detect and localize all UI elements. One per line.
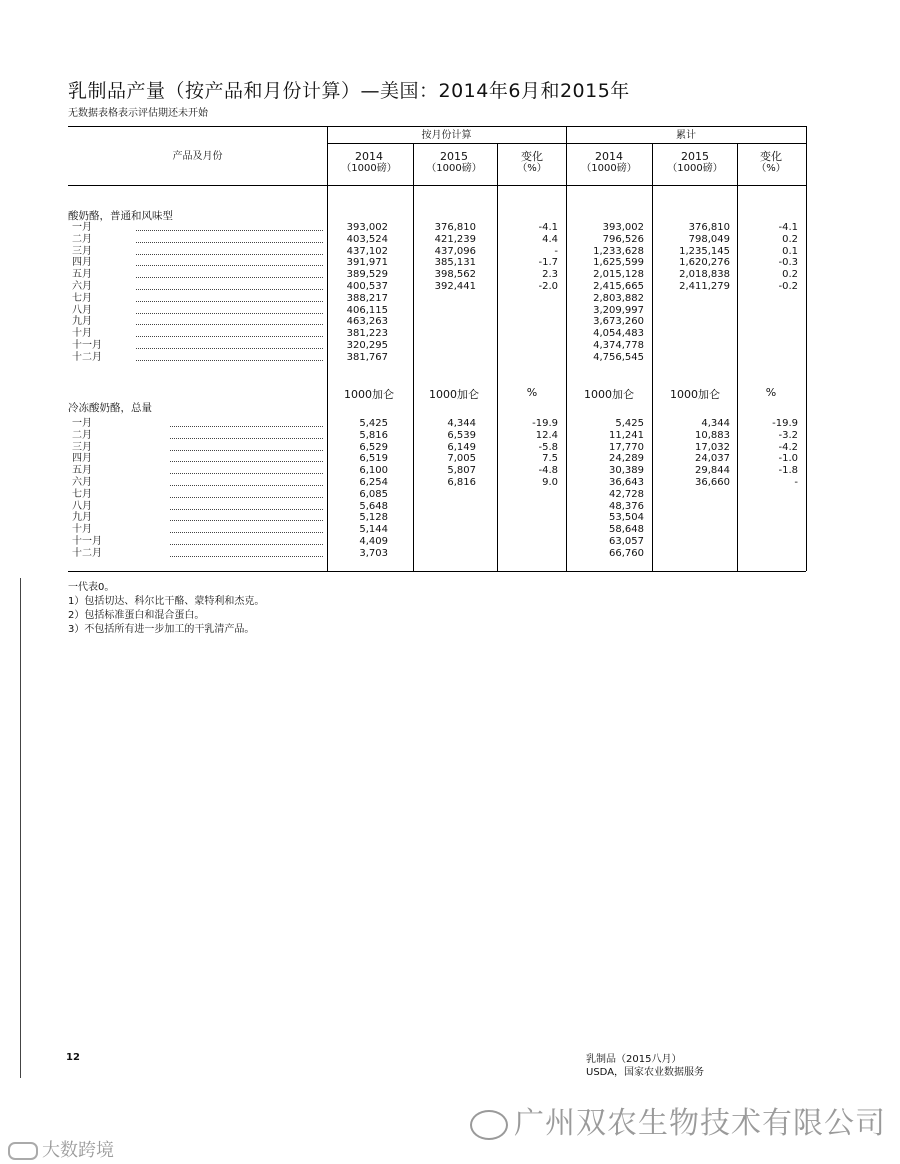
table-column-rule [652, 143, 653, 571]
leader-dots [170, 532, 323, 533]
table-cell: -1.7 [538, 257, 558, 269]
row-month-label: 十一月 [72, 536, 102, 547]
table-cell: 4,344 [701, 418, 730, 429]
table-column-rule [413, 143, 414, 571]
table-cell: 4,756,545 [593, 351, 644, 363]
table-cell: 12.4 [535, 429, 558, 441]
table-cell: 17,032 [695, 441, 730, 453]
column-header-line1: 变化 [760, 150, 782, 163]
table-cell: 5,144 [359, 524, 388, 536]
table-cell: 6,539 [447, 429, 476, 441]
table-cell: 437,102 [346, 245, 388, 257]
table-cell: 385,131 [434, 257, 476, 269]
row-month-label: 七月 [72, 488, 92, 500]
row-month-label: 一月 [72, 222, 92, 233]
wechat-icon [470, 1110, 508, 1140]
row-month-label: 十一月 [72, 340, 102, 351]
leader-dots [170, 485, 323, 486]
table-cell: 5,128 [359, 512, 388, 524]
table-cell: 463,263 [346, 316, 388, 328]
table-cell: -4.1 [778, 222, 798, 233]
table-cell: 393,002 [602, 222, 644, 233]
leader-dots [136, 313, 323, 314]
table-cell: 5,816 [359, 429, 388, 441]
column-header-line1: 2014 [595, 150, 623, 163]
table-cell: 30,389 [609, 465, 644, 477]
table-cell: - [554, 245, 558, 257]
table-cell: -4.2 [778, 441, 798, 453]
table-cell: 6,149 [447, 441, 476, 453]
row-month-label: 六月 [72, 281, 92, 292]
row-label-header: 产品及月份 [172, 151, 223, 162]
table-cell: - [794, 477, 798, 488]
table-cell: 6,519 [359, 453, 388, 465]
table-cell: 4,374,778 [593, 340, 644, 351]
row-month-label: 三月 [72, 245, 92, 257]
table-cell: 10,883 [695, 429, 730, 441]
row-month-label: 八月 [72, 304, 92, 316]
table-cell: -4.1 [538, 222, 558, 233]
leader-dots [136, 289, 323, 290]
table-cell: 796,526 [602, 233, 644, 245]
table-rule-top [68, 126, 806, 127]
table-cell: 58,648 [609, 524, 644, 536]
row-month-label: 四月 [72, 257, 92, 269]
row-month-label: 一月 [72, 418, 92, 429]
row-month-label: 八月 [72, 500, 92, 512]
section-title: 冷冻酸奶酪，总量 [68, 402, 152, 414]
leader-dots [170, 520, 323, 521]
column-header-line1: 变化 [521, 150, 543, 163]
leader-dots [136, 348, 323, 349]
table-cell: 388,217 [346, 292, 388, 304]
margin-rule [20, 578, 21, 1078]
table-cell: 1,233,628 [593, 245, 644, 257]
row-month-label: 二月 [72, 233, 92, 245]
table-cell: 7,005 [447, 453, 476, 465]
table-cell: 393,002 [346, 222, 388, 233]
table-cell: 53,504 [609, 512, 644, 524]
column-header-line1: 2015 [681, 150, 709, 163]
table-cell: 0.1 [782, 245, 798, 257]
table-cell: 11,241 [609, 429, 644, 441]
table-cell: 6,529 [359, 441, 388, 453]
row-month-label: 三月 [72, 441, 92, 453]
row-month-label: 十二月 [72, 547, 102, 559]
table-cell: 0.2 [782, 269, 798, 281]
column-header-line2: （%） [756, 163, 786, 174]
table-cell: 376,810 [434, 222, 476, 233]
leader-dots [136, 277, 323, 278]
unit-label: 1000加仑 [584, 388, 634, 401]
leader-dots [136, 265, 323, 266]
table-cell: 3,673,260 [593, 316, 644, 328]
footnote: 2）包括标准蛋白和混合蛋白。 [68, 610, 205, 621]
table-cell: 17,770 [609, 441, 644, 453]
table-cell: 5,648 [359, 500, 388, 512]
table-cell: 1,620,276 [679, 257, 730, 269]
table-cell: 437,096 [434, 245, 476, 257]
table-cell: 63,057 [609, 536, 644, 547]
table-cell: 2,415,665 [593, 281, 644, 292]
table-cell: 9.0 [542, 477, 558, 488]
leader-dots [136, 324, 323, 325]
group-header-cumulative: 累计 [676, 130, 696, 141]
footnote: 一代表0。 [68, 582, 115, 593]
table-cell: 36,660 [695, 477, 730, 488]
leader-dots [136, 301, 323, 302]
table-cell: 24,289 [609, 453, 644, 465]
table-rule-bottom [68, 571, 806, 572]
table-cell: 798,049 [688, 233, 730, 245]
table-cell: -5.8 [538, 441, 558, 453]
row-month-label: 十二月 [72, 351, 102, 363]
table-cell: 4,054,483 [593, 328, 644, 340]
column-header-line2: （1000磅） [667, 163, 723, 174]
watermark-brand: 大数跨境 [8, 1136, 114, 1162]
table-cell: 4.4 [542, 233, 558, 245]
footnote: 3）不包括所有进一步加工的干乳清产品。 [68, 624, 255, 635]
table-cell: 381,767 [346, 351, 388, 363]
leader-dots [170, 509, 323, 510]
table-cell: 29,844 [695, 465, 730, 477]
row-month-label: 十月 [72, 524, 92, 536]
leader-dots [170, 473, 323, 474]
column-header-line1: 2014 [355, 150, 383, 163]
row-month-label: 十月 [72, 328, 92, 340]
table-cell: 0.2 [782, 233, 798, 245]
table-cell: 48,376 [609, 500, 644, 512]
table-cell: 4,344 [447, 418, 476, 429]
table-column-rule [497, 143, 498, 571]
table-cell: -19.9 [772, 418, 798, 429]
table-cell: -1.0 [778, 453, 798, 465]
table-cell: 1,625,599 [593, 257, 644, 269]
leader-dots [170, 438, 323, 439]
leader-dots [170, 497, 323, 498]
unit-label: 1000加仑 [344, 388, 394, 401]
table-cell: 400,537 [346, 281, 388, 292]
section-title: 酸奶酪，普通和风味型 [68, 210, 173, 222]
column-header-line1: 2015 [440, 150, 468, 163]
table-cell: 391,971 [346, 257, 388, 269]
row-month-label: 九月 [72, 512, 92, 524]
row-month-label: 九月 [72, 316, 92, 328]
table-cell: 320,295 [346, 340, 388, 351]
row-month-label: 二月 [72, 429, 92, 441]
table-cell: -19.9 [532, 418, 558, 429]
footer-publisher: USDA，国家农业数据服务 [586, 1067, 705, 1078]
row-month-label: 四月 [72, 453, 92, 465]
table-cell: 66,760 [609, 547, 644, 559]
table-cell: 2,018,838 [679, 269, 730, 281]
unit-label: % [526, 386, 538, 399]
table-cell: 389,529 [346, 269, 388, 281]
table-cell: -1.8 [778, 465, 798, 477]
table-cell: 398,562 [434, 269, 476, 281]
table-cell: 5,807 [447, 465, 476, 477]
column-header-line2: （1000磅） [426, 163, 482, 174]
leader-dots [170, 426, 323, 427]
unit-label: % [765, 386, 777, 399]
table-cell: 7.5 [542, 453, 558, 465]
leader-dots [136, 360, 323, 361]
brand-logo-icon [8, 1142, 38, 1160]
table-cell: 1,235,145 [679, 245, 730, 257]
unit-label: 1000加仑 [670, 388, 720, 401]
leader-dots [170, 461, 323, 462]
table-cell: 2.3 [542, 269, 558, 281]
row-month-label: 五月 [72, 269, 92, 281]
table-cell: -2.0 [538, 281, 558, 292]
page-subtitle: 无数据表格表示评估期还未开始 [68, 108, 208, 119]
leader-dots [170, 450, 323, 451]
group-header-monthly: 按月份计算 [421, 130, 472, 141]
table-rule-header [68, 185, 806, 186]
table-column-rule [737, 143, 738, 571]
table-cell: 42,728 [609, 488, 644, 500]
table-cell: 2,411,279 [679, 281, 730, 292]
table-cell: 381,223 [346, 328, 388, 340]
table-cell: 6,100 [359, 465, 388, 477]
table-cell: 4,409 [359, 536, 388, 547]
unit-label: 1000加仑 [429, 388, 479, 401]
table-cell: -3.2 [778, 429, 798, 441]
table-cell: 376,810 [688, 222, 730, 233]
table-cell: -4.8 [538, 465, 558, 477]
table-cell: 5,425 [359, 418, 388, 429]
table-cell: 3,703 [359, 547, 388, 559]
leader-dots [170, 556, 323, 557]
table-column-rule [806, 126, 807, 571]
leader-dots [136, 242, 323, 243]
page-number: 12 [66, 1052, 80, 1063]
table-cell: 3,209,997 [593, 304, 644, 316]
leader-dots [170, 544, 323, 545]
table-cell: 6,816 [447, 477, 476, 488]
table-cell: 406,115 [346, 304, 388, 316]
table-cell: -0.3 [778, 257, 798, 269]
table-cell: 6,085 [359, 488, 388, 500]
page-title: 乳制品产量（按产品和月份计算）—美国：2014年6月和2015年 [68, 80, 630, 102]
table-cell: 36,643 [609, 477, 644, 488]
table-cell: 2,803,882 [593, 292, 644, 304]
column-header-line2: （%） [517, 163, 547, 174]
table-cell: 24,037 [695, 453, 730, 465]
row-month-label: 六月 [72, 477, 92, 488]
table-cell: 392,441 [434, 281, 476, 292]
row-month-label: 七月 [72, 292, 92, 304]
row-month-label: 五月 [72, 465, 92, 477]
footnote: 1）包括切达、科尔比干酪、蒙特利和杰克。 [68, 596, 265, 607]
leader-dots [136, 230, 323, 231]
table-cell: 5,425 [615, 418, 644, 429]
table-cell: 403,524 [346, 233, 388, 245]
table-cell: -0.2 [778, 281, 798, 292]
leader-dots [136, 254, 323, 255]
table-cell: 2,015,128 [593, 269, 644, 281]
watermark-company: 广州双农生物技术有限公司 [470, 1098, 886, 1142]
leader-dots [136, 336, 323, 337]
table-cell: 421,239 [434, 233, 476, 245]
footer-publication: 乳制品（2015八月） [586, 1054, 682, 1065]
table-cell: 6,254 [359, 477, 388, 488]
column-header-line2: （1000磅） [341, 163, 397, 174]
column-header-line2: （1000磅） [581, 163, 637, 174]
